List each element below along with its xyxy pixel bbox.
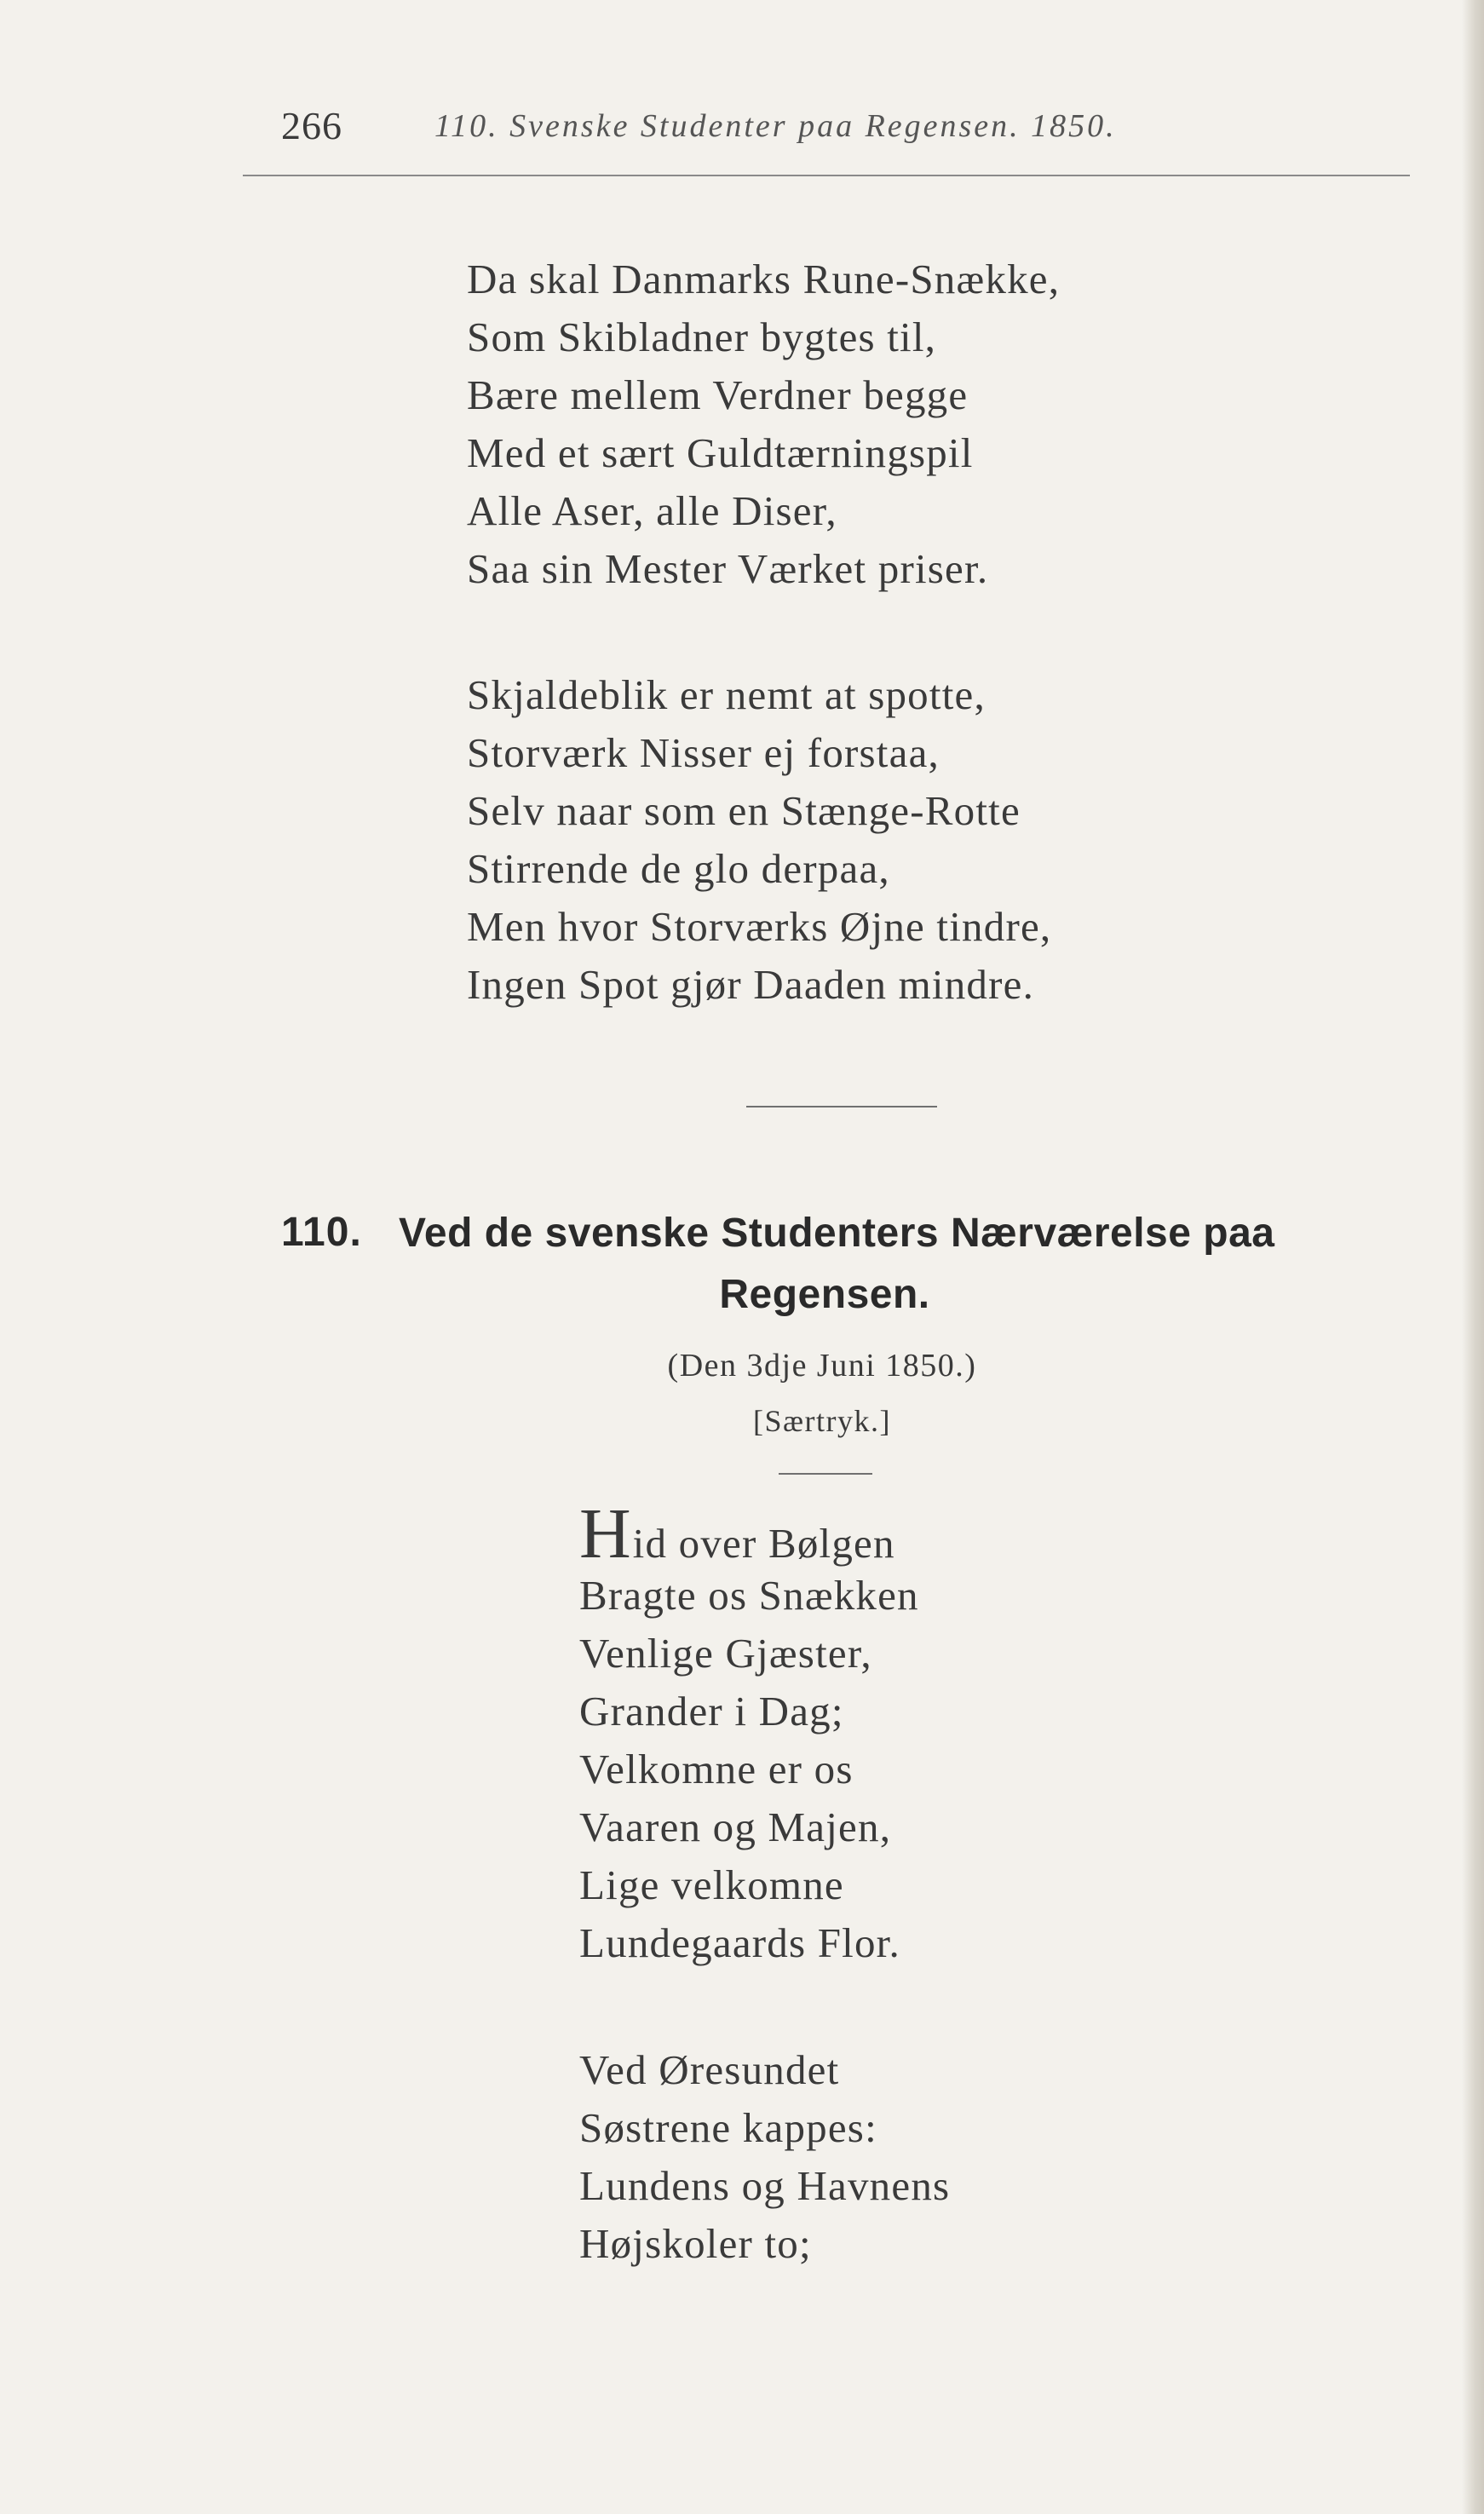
verse-line: Selv naar som en Stænge-Rotte [467, 787, 1021, 834]
header-rule [243, 175, 1410, 176]
verse-line: Vaaren og Majen, [579, 1804, 892, 1850]
verse-line: Bære mellem Verdner begge [467, 371, 969, 418]
poem-title [399, 1203, 1378, 1326]
verse-line: Grander i Dag; [579, 1688, 844, 1734]
verse-line: Velkomne er os [579, 1746, 854, 1792]
poem-title-line-1: Ved de svenske Studenters Nærværelse paa [399, 1211, 1275, 1256]
verse-line: Alle Aser, alle Diser, [467, 487, 837, 534]
poem-stanza-2 [579, 2041, 950, 2273]
section-divider [746, 1106, 937, 1107]
poem-date: (Den 3dje Juni 1850.) [667, 1348, 977, 1384]
stanza-previous-1 [467, 250, 1060, 598]
page-number: 266 [281, 104, 342, 147]
running-head-title: 110. Svenske Studenter paa Regensen. 1850. [434, 108, 1117, 144]
poem-title-line-2: Regensen. [719, 1272, 930, 1317]
verse-line: Stirrende de glo derpaa, [467, 845, 890, 892]
verse-line: Venlige Gjæster, [579, 1630, 872, 1677]
drop-cap: H [579, 1494, 633, 1573]
verse-line: Søstrene kappes: [579, 2104, 877, 2151]
page-edge-shadow [1462, 0, 1484, 2514]
poem-number: 110. [281, 1210, 362, 1255]
poem-stanza-1 [579, 1494, 919, 1972]
verse-line: Lige velkomne [579, 1861, 844, 1908]
verse-line: Skjaldeblik er nemt at spotte, [467, 671, 986, 718]
verse-line: Som Skibladner bygtes til, [467, 314, 937, 360]
verse-line: Lundegaards Flor. [579, 1919, 900, 1966]
verse-line: Storværk Nisser ej forstaa, [467, 729, 940, 776]
verse-line: Saa sin Mester Værket priser. [467, 545, 989, 592]
running-head [281, 101, 1320, 152]
stanza-previous-2 [467, 666, 1051, 1014]
verse-line: Med et sært Guldtærningspil [467, 429, 974, 476]
poem-note: [Særtryk.] [753, 1404, 891, 1438]
verse-line: Lundens og Havnens [579, 2162, 951, 2209]
note-divider [779, 1473, 872, 1475]
verse-line: Men hvor Storværks Øjne tindre, [467, 903, 1052, 950]
verse-line: Ingen Spot gjør Daaden mindre. [467, 961, 1035, 1008]
verse-line: Ved Øresundet [579, 2046, 840, 2093]
verse-line: Da skal Danmarks Rune-Snække, [467, 256, 1061, 302]
verse-line: Højskoler to; [579, 2220, 812, 2267]
verse-line: Bragte os Snækken [579, 1572, 919, 1619]
verse-line-first [579, 1494, 919, 1573]
first-line-rest: id over Bølgen [632, 1520, 895, 1567]
